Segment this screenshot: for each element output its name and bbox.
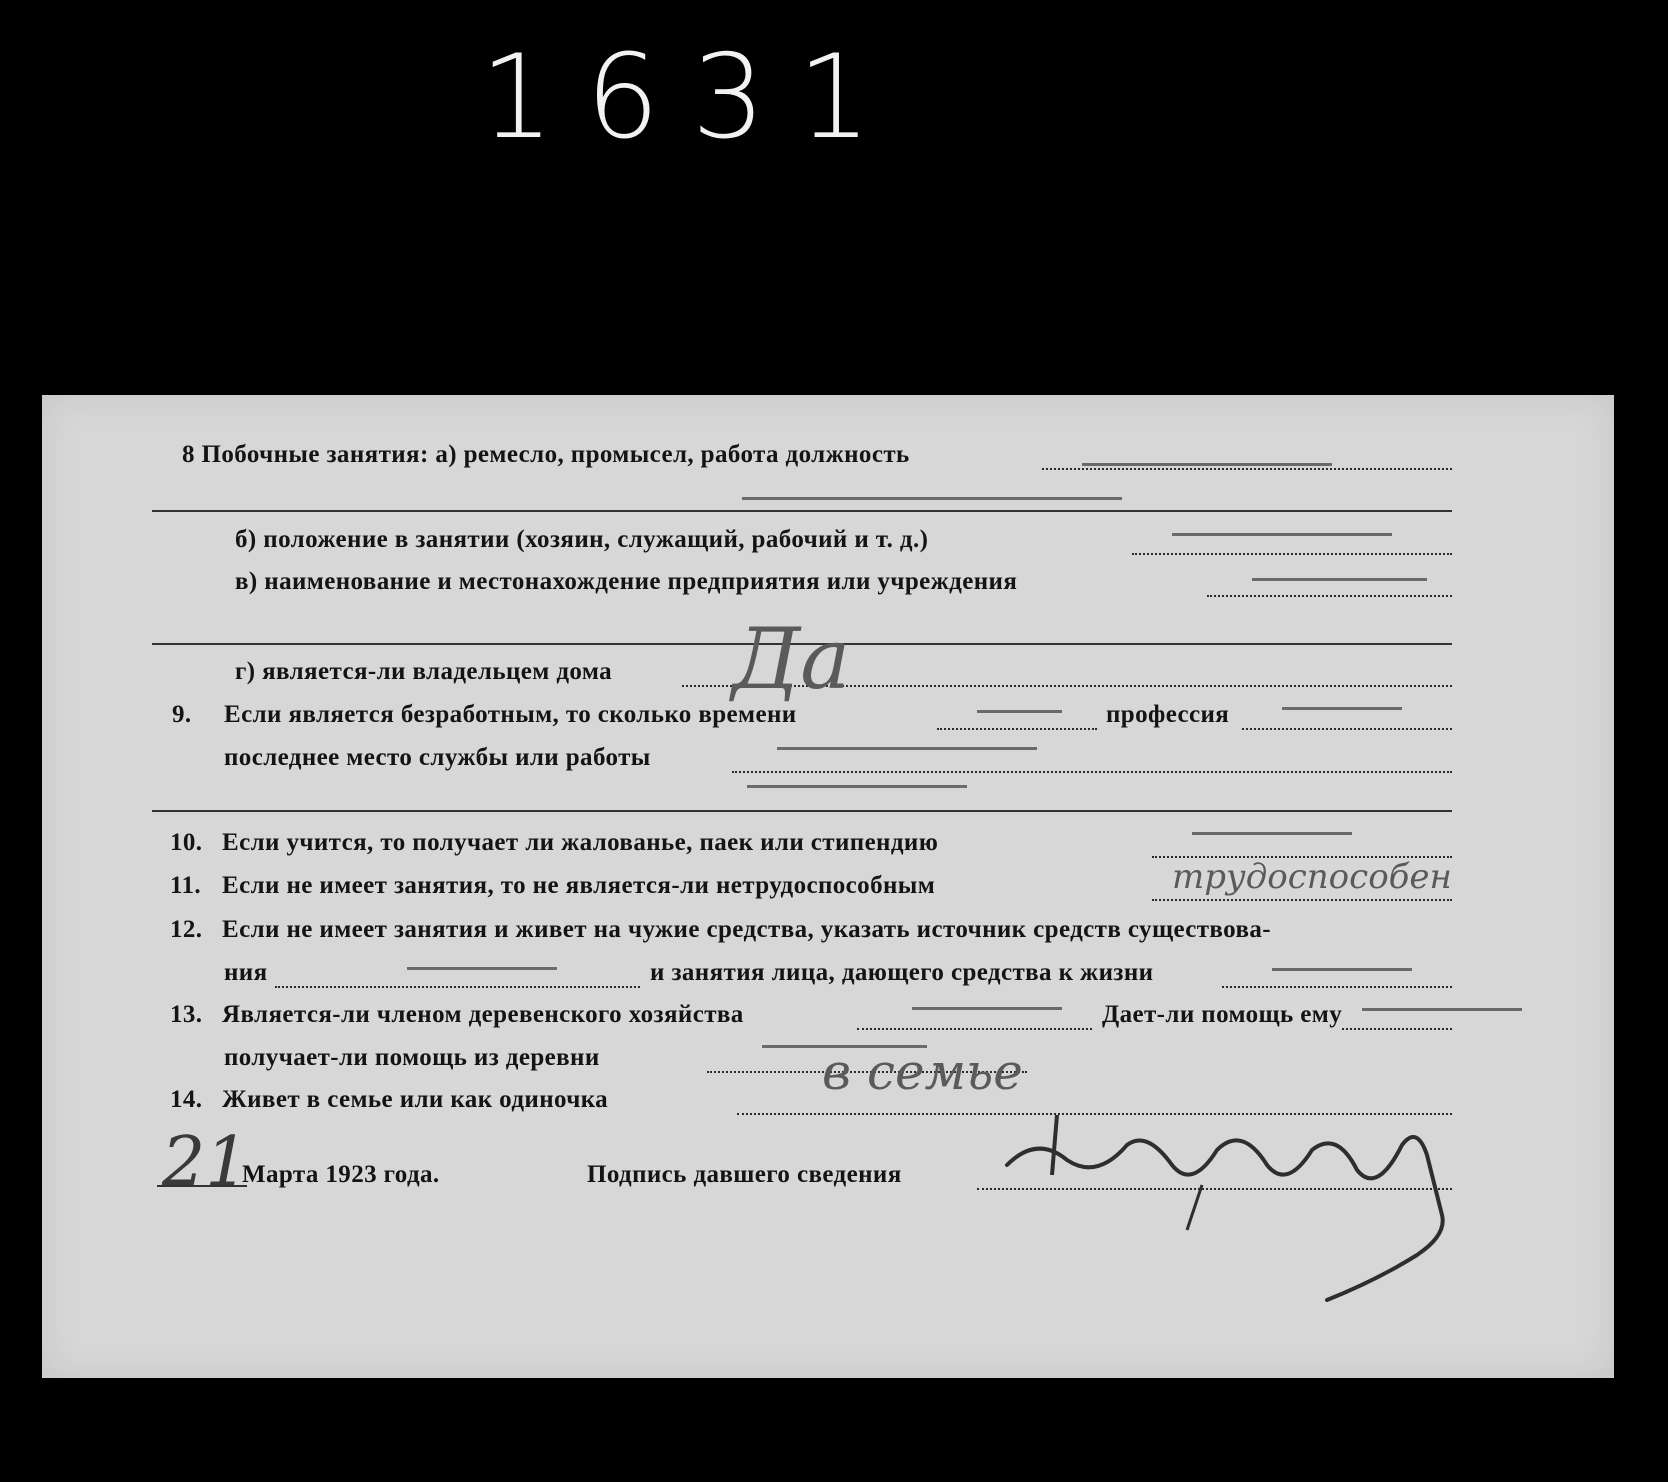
q8-v-fill <box>1207 595 1452 597</box>
q9-time-fill <box>937 728 1097 730</box>
q8-a-label: 8 Побочные занятия: а) ремесло, промысел, работа должность <box>182 441 910 468</box>
q14-answer: в семье <box>822 1043 1023 1101</box>
q10-label: Если учится, то получает ли жалованье, паек или стипендию <box>222 829 939 856</box>
q8-b-label: б) положение в занятии (хозяин, служащий, рабочий и т. д.) <box>235 526 929 553</box>
q8-v-label: в) наименование и местонахождение предприятия или учреждения <box>235 568 1018 595</box>
q12-occupation-dash <box>1272 968 1412 971</box>
q12-cont-a: ния <box>224 959 268 986</box>
q8-a-rule-2 <box>152 510 1452 512</box>
questionnaire-card <box>42 395 1614 1378</box>
q9-profession-label: профессия <box>1106 701 1230 728</box>
q11-answer: трудоспособен <box>1172 857 1452 897</box>
q8-v-dash <box>1252 578 1427 581</box>
q9-last-label: последнее место службы или работы <box>224 744 651 771</box>
q9-number: 9. <box>172 701 192 728</box>
q9-last-fill <box>732 771 1452 773</box>
q9-last-dash <box>777 747 1037 750</box>
q9-profession-dash <box>1282 707 1402 710</box>
q10-dash <box>1192 832 1352 835</box>
q11-fill <box>1152 899 1452 901</box>
q8-g-label: г) является-ли владельцем дома <box>235 658 612 685</box>
q8-a-dash-2 <box>742 497 1122 500</box>
date-day: 21 <box>162 1123 249 1202</box>
q9-time-dash <box>977 710 1062 713</box>
q12-source-dash <box>407 967 557 970</box>
q13-number: 13. <box>170 1001 203 1028</box>
q9-profession-fill <box>1242 728 1452 730</box>
date-day-rule <box>157 1185 247 1187</box>
q13-label: Является-ли членом деревенского хозяйства <box>222 1001 744 1028</box>
q11-label: Если не имеет занятия, то не является-ли нетрудоспособным <box>222 872 936 899</box>
q10-number: 10. <box>170 829 203 856</box>
q11-number: 11. <box>170 872 202 899</box>
q8-g-answer: Да <box>732 610 851 708</box>
q9-label: Если является безработным, то сколько времени <box>224 701 797 728</box>
q13-member-dash <box>912 1007 1062 1010</box>
q9-last-dash-2 <box>747 785 967 788</box>
q8-a-dash <box>1082 463 1332 466</box>
q12-source-fill <box>275 986 640 988</box>
q12-cont-b: и занятия лица, дающего средства к жизни <box>650 959 1154 986</box>
q13-member-fill <box>857 1028 1092 1030</box>
q13-recv-label: получает-ли помощь из деревни <box>224 1044 600 1071</box>
q8-b-dash <box>1172 533 1392 536</box>
signature-drawing <box>997 1105 1497 1315</box>
q14-number: 14. <box>170 1086 203 1113</box>
q14-label: Живет в семье или как одиночка <box>222 1086 609 1113</box>
q9-rule-2 <box>152 810 1452 812</box>
q13-help-fill <box>1342 1028 1452 1030</box>
q12-occupation-fill <box>1222 986 1452 988</box>
q8-b-fill <box>1132 553 1452 555</box>
q12-number: 12. <box>170 916 203 943</box>
q8-a-fill <box>1042 468 1452 470</box>
q13-help-dash <box>1362 1008 1522 1011</box>
signature-label: Подпись давшего сведения <box>587 1161 902 1188</box>
date-month-year: Марта 1923 года. <box>242 1161 440 1188</box>
q13-help-label: Дает-ли помощь ему <box>1102 1001 1343 1028</box>
frame-number: 1631 <box>480 30 904 165</box>
q12-label: Если не имеет занятия и живет на чужие средства, указать источник средств существова- <box>222 916 1271 943</box>
